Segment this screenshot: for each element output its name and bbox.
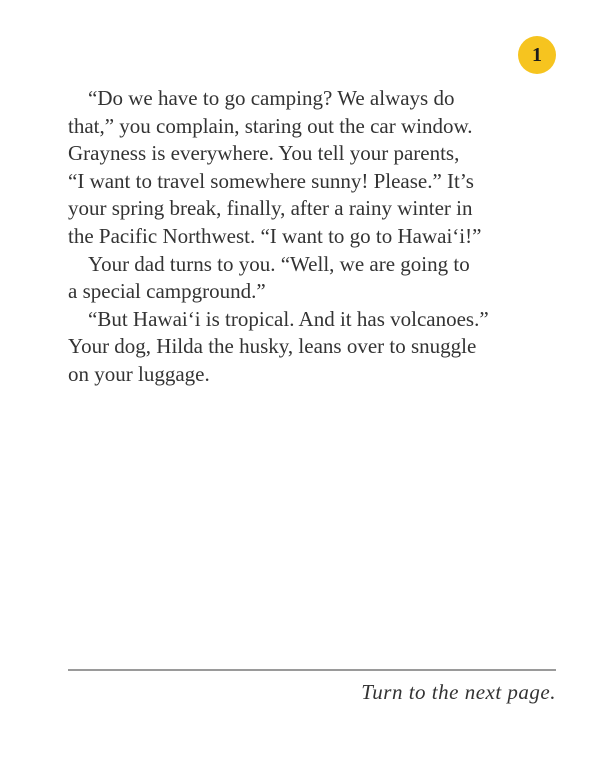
- paragraph: [68, 306, 560, 389]
- text-line: “Do we have to go camping? We always do: [88, 86, 455, 110]
- paragraph: [68, 85, 560, 251]
- turn-page-instruction: Turn to the next page.: [361, 680, 556, 704]
- text-line: Your dad turns to you. “Well, we are going to: [88, 251, 470, 276]
- page-number-badge: [518, 36, 556, 74]
- footer-divider: [68, 669, 556, 671]
- story-text: [68, 85, 560, 389]
- text-line: “I want to travel somewhere sunny! Please.” It’s: [68, 168, 474, 193]
- paragraph: [68, 251, 560, 306]
- text-line: “But Hawai‘i is tropical. And it has volcanoes.”: [88, 306, 489, 331]
- text-line: a special campground.”: [68, 279, 266, 304]
- page-number: 1: [532, 43, 542, 66]
- text-line: that,” you complain, staring out the car window.: [68, 113, 473, 138]
- text-line: the Pacific Northwest. “I want to go to Hawai‘i!”: [68, 223, 482, 248]
- text-line: Your dog, Hilda the husky, leans over to snuggle: [68, 334, 477, 359]
- text-line: your spring break, finally, after a rainy winter in: [68, 196, 473, 221]
- text-line: Grayness is everywhere. You tell your parents,: [68, 141, 460, 166]
- text-line: on your luggage.: [68, 361, 210, 386]
